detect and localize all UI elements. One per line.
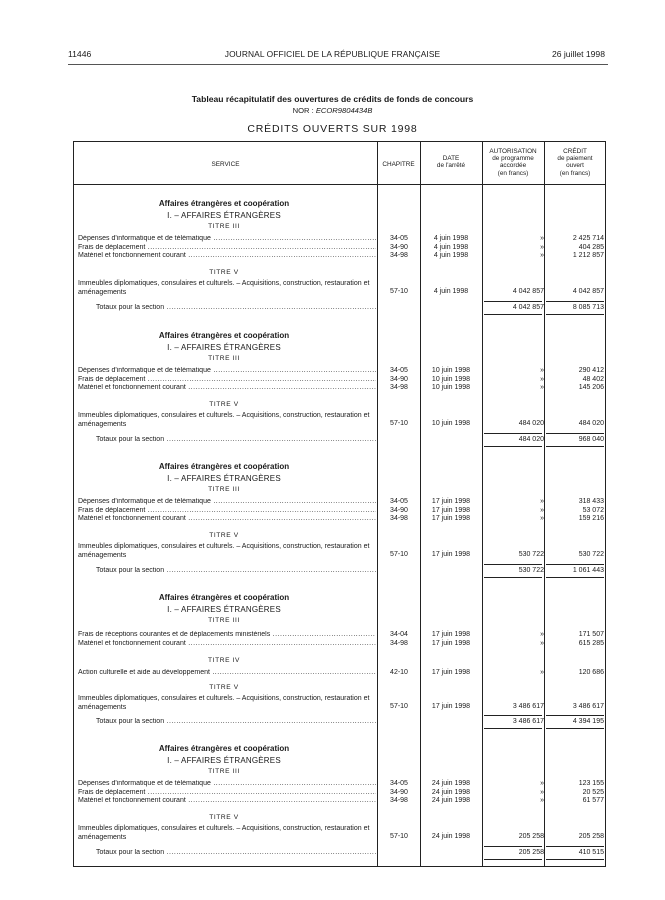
section-ministry: Affaires étrangères et coopération — [158, 593, 290, 602]
row-date: 17 juin 1998 — [431, 669, 471, 676]
nor-label: NOR : — [292, 106, 314, 115]
row-chapitre: 42-10 — [390, 669, 408, 676]
row-autorisation: 205 258 — [518, 833, 544, 840]
section-subtitle: I. – AFFAIRES ÉTRANGÈRES — [167, 756, 281, 765]
row-date: 17 juin 1998 — [431, 703, 471, 710]
row-autorisation: » — [540, 498, 544, 505]
row-credit: 530 722 — [578, 551, 604, 558]
header-divider — [74, 184, 605, 185]
row-service: Matériel et fonctionnement courant ..... — [78, 515, 376, 523]
row-autorisation: » — [540, 780, 544, 787]
row-autorisation: » — [540, 507, 544, 514]
row-chapitre: 34-98 — [390, 252, 408, 259]
total-rule — [546, 446, 604, 447]
titre-heading: TITRE III — [208, 617, 240, 624]
row-service: Matériel et fonctionnement courant ..... — [78, 640, 376, 648]
row-service: Frais de réceptions courantes et de déplacements ministériels ..... — [78, 631, 376, 639]
row-credit: 123 155 — [578, 780, 604, 787]
row-autorisation: » — [540, 235, 544, 242]
row-chapitre: 57-10 — [390, 288, 408, 295]
titre-heading: TITRE V — [209, 814, 239, 821]
titre-heading: TITRE III — [208, 768, 240, 775]
row-autorisation: 4 042 857 — [512, 288, 544, 295]
total-rule — [484, 715, 542, 716]
row-credit: 318 433 — [578, 498, 604, 505]
total-rule — [484, 301, 542, 302]
col-header-autorisation: AUTORISATION de programme accordée (en francs) — [489, 148, 537, 177]
titre-heading: TITRE V — [209, 269, 239, 276]
row-date: 10 juin 1998 — [431, 376, 471, 383]
publication-date: 26 juillet 1998 — [551, 49, 605, 59]
total-rule — [484, 728, 542, 729]
row-credit: 484 020 — [578, 420, 604, 427]
section-total-credit: 968 040 — [578, 436, 604, 443]
row-autorisation: » — [540, 640, 544, 647]
section-total-label: Totaux pour la section ..... — [96, 304, 376, 312]
row-service: Frais de déplacement ..... — [78, 244, 376, 252]
row-date: 24 juin 1998 — [431, 797, 471, 804]
row-date: 24 juin 1998 — [431, 780, 471, 787]
row-date: 24 juin 1998 — [431, 789, 471, 796]
row-chapitre: 34-04 — [390, 631, 408, 638]
row-date: 4 juin 1998 — [433, 288, 469, 295]
row-service: Immeubles diplomatiques, consulaires et culturels. – Acquisitions, construction, restauration et aménagements — [78, 412, 370, 428]
row-chapitre: 57-10 — [390, 420, 408, 427]
col-header-date: DATE de l'arrêté — [436, 155, 466, 170]
row-credit: 2 425 714 — [572, 235, 604, 242]
section-subtitle: I. – AFFAIRES ÉTRANGÈRES — [167, 605, 281, 614]
row-autorisation: » — [540, 669, 544, 676]
row-chapitre: 57-10 — [390, 833, 408, 840]
row-service: Immeubles diplomatiques, consulaires et culturels. – Acquisitions, construction, restauration et aménagements — [78, 280, 370, 296]
row-date: 17 juin 1998 — [431, 640, 471, 647]
row-credit: 20 525 — [582, 789, 604, 796]
total-rule — [484, 446, 542, 447]
section-ministry: Affaires étrangères et coopération — [158, 199, 290, 208]
total-rule — [484, 314, 542, 315]
row-service: Dépenses d'informatique et de télématique ..... — [78, 780, 376, 788]
total-rule — [484, 859, 542, 860]
total-rule — [484, 564, 542, 565]
section-subtitle: I. – AFFAIRES ÉTRANGÈRES — [167, 474, 281, 483]
section-ministry: Affaires étrangères et coopération — [158, 744, 290, 753]
col-header-chapitre: CHAPITRE — [382, 161, 415, 168]
journal-title: JOURNAL OFFICIEL DE LA RÉPUBLIQUE FRANÇAISE — [224, 49, 441, 59]
row-credit: 3 486 617 — [572, 703, 604, 710]
row-credit: 1 212 857 — [572, 252, 604, 259]
row-service: Immeubles diplomatiques, consulaires et culturels. – Acquisitions, construction, restauration et aménagements — [78, 825, 370, 841]
row-chapitre: 34-05 — [390, 235, 408, 242]
titre-heading: TITRE V — [209, 532, 239, 539]
row-autorisation: » — [540, 631, 544, 638]
row-date: 4 juin 1998 — [433, 244, 469, 251]
row-chapitre: 57-10 — [390, 703, 408, 710]
total-rule — [546, 577, 604, 578]
row-autorisation: » — [540, 384, 544, 391]
nor-reference — [0, 106, 665, 115]
row-autorisation: 484 020 — [518, 420, 544, 427]
credits-table — [73, 141, 606, 867]
titre-heading: TITRE V — [209, 401, 239, 408]
titre-heading: TITRE III — [208, 355, 240, 362]
row-service: Matériel et fonctionnement courant ..... — [78, 252, 376, 260]
row-credit: 145 206 — [578, 384, 604, 391]
titre-heading: TITRE III — [208, 486, 240, 493]
row-chapitre: 34-98 — [390, 797, 408, 804]
section-total-autorisation: 205 258 — [518, 849, 544, 856]
row-chapitre: 57-10 — [390, 551, 408, 558]
row-chapitre: 34-98 — [390, 640, 408, 647]
row-credit: 61 577 — [582, 797, 604, 804]
row-service: Dépenses d'informatique et de télématique ..... — [78, 235, 376, 243]
row-date: 17 juin 1998 — [431, 551, 471, 558]
row-service: Dépenses d'informatique et de télématique ..... — [78, 367, 376, 375]
row-autorisation: » — [540, 797, 544, 804]
total-rule — [546, 301, 604, 302]
section-total-label: Totaux pour la section ..... — [96, 849, 376, 857]
row-service: Matériel et fonctionnement courant ..... — [78, 384, 376, 392]
row-date: 10 juin 1998 — [431, 384, 471, 391]
titre-heading: TITRE IV — [208, 657, 240, 664]
total-rule — [546, 564, 604, 565]
section-total-credit: 1 061 443 — [572, 567, 604, 574]
row-date: 17 juin 1998 — [431, 498, 471, 505]
row-service: Matériel et fonctionnement courant ..... — [78, 797, 376, 805]
row-autorisation: » — [540, 376, 544, 383]
section-total-credit: 8 085 713 — [572, 304, 604, 311]
row-chapitre: 34-05 — [390, 780, 408, 787]
row-date: 24 juin 1998 — [431, 833, 471, 840]
row-credit: 4 042 857 — [572, 288, 604, 295]
row-autorisation: » — [540, 789, 544, 796]
total-rule — [484, 433, 542, 434]
row-autorisation: » — [540, 367, 544, 374]
row-autorisation: » — [540, 244, 544, 251]
total-rule — [484, 846, 542, 847]
row-autorisation: » — [540, 252, 544, 259]
total-rule — [546, 715, 604, 716]
row-chapitre: 34-90 — [390, 507, 408, 514]
section-subtitle: I. – AFFAIRES ÉTRANGÈRES — [167, 211, 281, 220]
row-credit: 171 507 — [578, 631, 604, 638]
document-title: Tableau récapitulatif des ouvertures de crédits de fonds de concours — [191, 94, 474, 104]
row-date: 4 juin 1998 — [433, 235, 469, 242]
row-service: Frais de déplacement ..... — [78, 376, 376, 384]
section-ministry: Affaires étrangères et coopération — [158, 462, 290, 471]
row-service: Frais de déplacement ..... — [78, 507, 376, 515]
titre-heading: TITRE V — [209, 684, 239, 691]
row-chapitre: 34-90 — [390, 244, 408, 251]
col-header-credit: CRÉDIT de paiement ouvert (en francs) — [557, 148, 593, 177]
table-heading: CRÉDITS OUVERTS SUR 1998 — [247, 123, 418, 135]
section-total-autorisation: 484 020 — [518, 436, 544, 443]
row-chapitre: 34-98 — [390, 384, 408, 391]
row-date: 17 juin 1998 — [431, 631, 471, 638]
row-service: Immeubles diplomatiques, consulaires et culturels. – Acquisitions, construction, restauration et aménagements — [78, 695, 370, 711]
nor-value: ECOR9804434B — [315, 106, 373, 115]
section-total-label: Totaux pour la section ..... — [96, 718, 376, 726]
section-ministry: Affaires étrangères et coopération — [158, 331, 290, 340]
row-chapitre: 34-90 — [390, 376, 408, 383]
header-rule — [68, 64, 608, 65]
section-total-autorisation: 3 486 617 — [512, 718, 544, 725]
row-credit: 159 216 — [578, 515, 604, 522]
total-rule — [546, 846, 604, 847]
page-number: 11446 — [68, 49, 92, 59]
titre-heading: TITRE III — [208, 223, 240, 230]
section-total-label: Totaux pour la section ..... — [96, 436, 376, 444]
row-credit: 53 072 — [582, 507, 604, 514]
section-total-label: Totaux pour la section ..... — [96, 567, 376, 575]
total-rule — [546, 433, 604, 434]
row-date: 17 juin 1998 — [431, 515, 471, 522]
row-service: Frais de déplacement ..... — [78, 789, 376, 797]
total-rule — [546, 859, 604, 860]
row-credit: 404 285 — [578, 244, 604, 251]
row-credit: 205 258 — [578, 833, 604, 840]
row-service: Action culturelle et aide au développement ..... — [78, 669, 376, 677]
col-header-service: SERVICE — [211, 161, 240, 168]
section-subtitle: I. – AFFAIRES ÉTRANGÈRES — [167, 343, 281, 352]
row-chapitre: 34-05 — [390, 498, 408, 505]
row-credit: 48 402 — [582, 376, 604, 383]
section-total-autorisation: 530 722 — [518, 567, 544, 574]
row-chapitre: 34-05 — [390, 367, 408, 374]
row-chapitre: 34-90 — [390, 789, 408, 796]
row-date: 10 juin 1998 — [431, 367, 471, 374]
total-rule — [546, 728, 604, 729]
row-date: 10 juin 1998 — [431, 420, 471, 427]
row-date: 4 juin 1998 — [433, 252, 469, 259]
row-autorisation: 3 486 617 — [512, 703, 544, 710]
row-service: Immeubles diplomatiques, consulaires et culturels. – Acquisitions, construction, restauration et aménagements — [78, 543, 370, 559]
section-total-autorisation: 4 042 857 — [512, 304, 544, 311]
row-autorisation: 530 722 — [518, 551, 544, 558]
row-date: 17 juin 1998 — [431, 507, 471, 514]
row-credit: 615 285 — [578, 640, 604, 647]
row-credit: 120 686 — [578, 669, 604, 676]
row-credit: 290 412 — [578, 367, 604, 374]
total-rule — [484, 577, 542, 578]
row-chapitre: 34-98 — [390, 515, 408, 522]
section-total-credit: 4 394 195 — [572, 718, 604, 725]
section-total-credit: 410 515 — [578, 849, 604, 856]
total-rule — [546, 314, 604, 315]
row-autorisation: » — [540, 515, 544, 522]
row-service: Dépenses d'informatique et de télématique ..... — [78, 498, 376, 506]
